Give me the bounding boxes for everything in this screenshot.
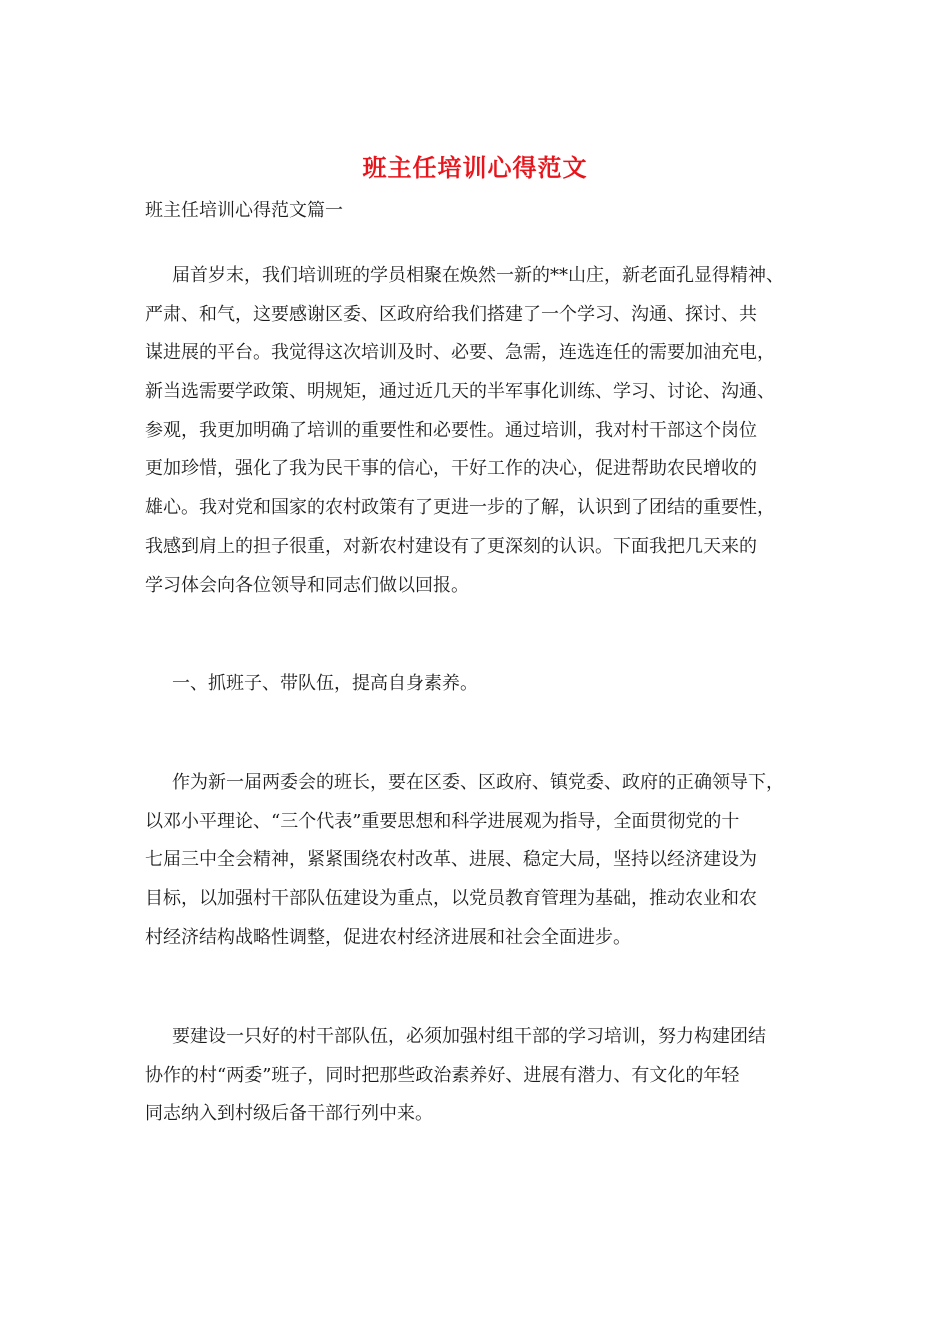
paragraph-intro (145, 257, 815, 605)
paragraph-line: 目标，以加强村干部队伍建设为重点，以党员教育管理为基础，推动农业和农 (145, 888, 757, 910)
paragraph-line: 以邓小平理论、“三个代表”重要思想和科学进展观为指导，全面贯彻党的十 (145, 810, 740, 832)
paragraph-line: 学习体会向各位领导和同志们做以回报。 (145, 574, 469, 596)
paragraph-line: 七届三中全会精神，紧紧围绕农村改革、进展、稳定大局，坚持以经济建设为 (145, 849, 757, 871)
document-title: 班主任培训心得范文 (362, 153, 588, 182)
paragraph-line: 谋进展的平台。我觉得这次培训及时、必要、急需，连选连任的需要加油充电， (145, 342, 775, 364)
paragraph-line: 更加珍惜，强化了我为民干事的信心，干好工作的决心，促进帮助农民增收的 (145, 458, 757, 480)
section-heading (145, 665, 815, 704)
paragraph-line: 参观，我更加明确了培训的重要性和必要性。通过培训，我对村干部这个岗位 (145, 419, 757, 441)
paragraph-line: 同志纳入到村级后备干部行列中来。 (145, 1103, 433, 1125)
paragraph-leadership (145, 764, 815, 957)
paragraph-line: 雄心。我对党和国家的农村政策有了更进一步的了解，认识到了团结的重要性， (145, 497, 775, 519)
paragraph-line: 严肃、和气，这要感谢区委、区政府给我们搭建了一个学习、沟通、探讨、共 (145, 303, 757, 325)
paragraph-line: 我感到肩上的担子很重，对新农村建设有了更深刻的认识。下面我把几天来的 (145, 535, 757, 557)
paragraph-line: 协作的村“两委”班子，同时把那些政治素养好、进展有潜力、有文化的年轻 (145, 1064, 740, 1086)
document-subtitle: 班主任培训心得范文篇一 (145, 200, 343, 221)
paragraph-team-building (145, 1018, 815, 1134)
paragraph-line: 作为新一届两委会的班长，要在区委、区政府、镇党委、政府的正确领导下， (172, 772, 784, 793)
paragraph-line: 新当选需要学政策、明规矩，通过近几天的半军事化训练、学习、讨论、沟通、 (145, 381, 775, 403)
paragraph-line: 要建设一只好的村干部队伍，必须加强村组干部的学习培训，努力构建团结 (172, 1026, 766, 1047)
paragraph-line: 村经济结构战略性调整，促进农村经济进展和社会全面进步。 (145, 926, 631, 948)
section-heading-line: 一、抓班子、带队伍，提高自身素养。 (172, 673, 478, 694)
paragraph-line: 届首岁末，我们培训班的学员相聚在焕然一新的**山庄，新老面孔显得精神、 (172, 265, 784, 286)
